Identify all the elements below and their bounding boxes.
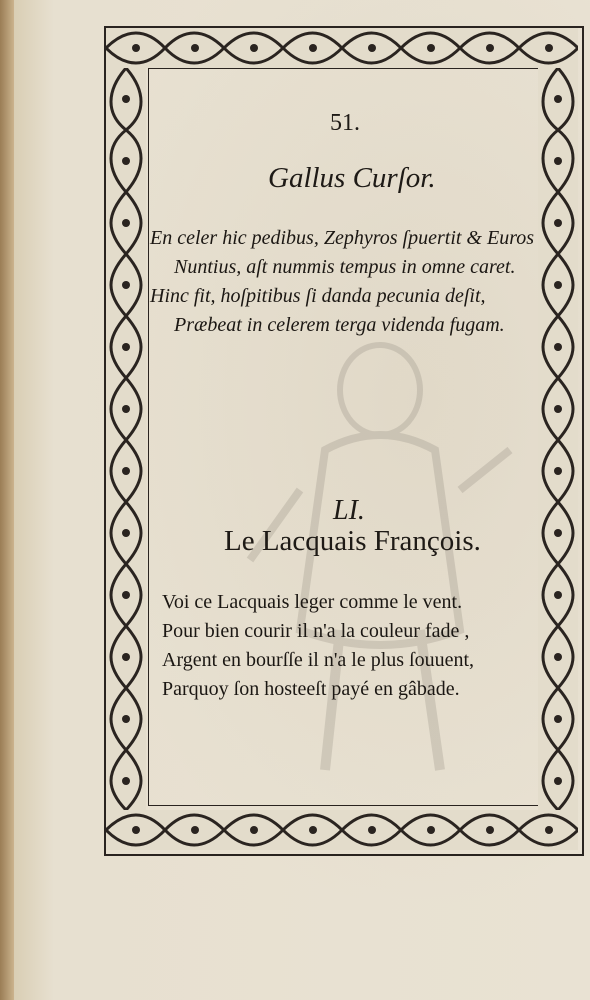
section-numeral: LI. <box>333 495 365 526</box>
latin-verse-line: Hinc fit, hoſpitibus ſi danda pecunia deſit, <box>150 285 486 307</box>
latin-verse-line: En celer hic pedibus, Zephyros ſpuertit & Euros <box>150 227 535 249</box>
french-title: Le Lacquais François. <box>224 525 481 557</box>
latin-epigram <box>150 224 570 340</box>
french-verse-line: Voi ce Lacquais leger comme le vent. <box>162 591 463 613</box>
frame-band-left <box>106 68 146 810</box>
latin-verse-line: Præbeat in celerem terga videnda fugam. <box>174 314 505 336</box>
french-verse-line: Parquoy ſon hosteeſt payé en gâbade. <box>162 678 460 700</box>
french-quatrain <box>162 588 562 704</box>
page-number: 51. <box>330 110 360 136</box>
frame-band-top <box>106 28 578 68</box>
frame-band-bottom <box>106 810 578 850</box>
latin-title: Gallus Curſor. <box>268 162 436 194</box>
french-verse-line: Argent en bourſſe il n'a le plus ſouuent, <box>162 649 475 671</box>
running-head <box>200 0 500 12</box>
french-verse-line: Pour bien courir il n'a la couleur fade , <box>162 620 470 642</box>
latin-verse-line: Nuntius, aſt nummis tempus in omne caret. <box>174 256 516 278</box>
